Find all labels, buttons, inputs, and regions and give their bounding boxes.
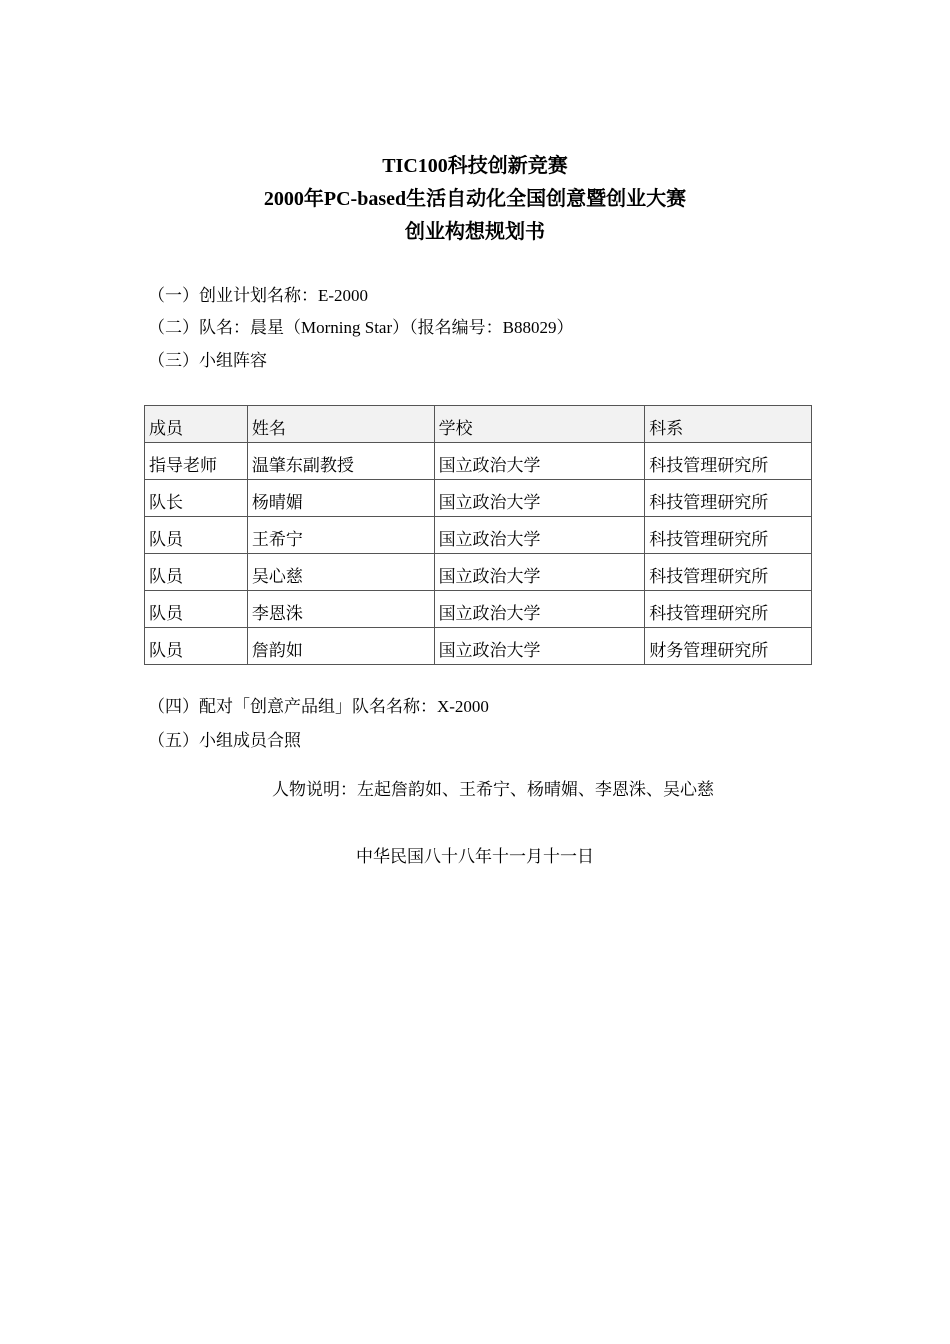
header-school: 学校: [434, 406, 645, 443]
document-title: 创业构想规划书: [405, 221, 545, 243]
contest-title: 2000年PC-based生活自动化全国创意暨创业大赛: [263, 188, 687, 210]
cell-school: 国立政治大学: [434, 591, 645, 628]
cell-department: 财务管理研究所: [645, 628, 812, 665]
table-row: [145, 480, 812, 517]
cell-department: 科技管理研究所: [645, 554, 812, 591]
table-row: [145, 628, 812, 665]
cell-department: 科技管理研究所: [645, 443, 812, 480]
competition-title: TIC100科技创新竞赛: [382, 155, 568, 177]
cell-department: 科技管理研究所: [645, 591, 812, 628]
cell-school: 国立政治大学: [434, 443, 645, 480]
cell-name: 吴心慈: [247, 554, 434, 591]
paired-team-name: （四）配对「创意产品组」队名名称：X-2000: [148, 697, 489, 716]
cell-school: 国立政治大学: [434, 554, 645, 591]
header-name: 姓名: [247, 406, 434, 443]
header-role: 成员: [145, 406, 248, 443]
table-row: [145, 591, 812, 628]
cell-role: 指导老师: [145, 443, 248, 480]
cell-role: 队长: [145, 480, 248, 517]
cell-role: 队员: [145, 628, 248, 665]
cell-school: 国立政治大学: [434, 517, 645, 554]
table-row: [145, 554, 812, 591]
cell-role: 队员: [145, 554, 248, 591]
plan-name: （一）创业计划名称：E-2000: [148, 286, 369, 305]
cell-school: 国立政治大学: [434, 480, 645, 517]
cell-name: 詹韵如: [247, 628, 434, 665]
cell-department: 科技管理研究所: [645, 517, 812, 554]
table-row: [145, 443, 812, 480]
cell-school: 国立政治大学: [434, 628, 645, 665]
table-row: [145, 517, 812, 554]
title-block: [0, 150, 950, 249]
document-date: 中华民国八十八年十一月十一日: [356, 847, 594, 866]
team-lineup-heading: （三）小组阵容: [148, 351, 267, 370]
cell-role: 队员: [145, 517, 248, 554]
cell-name: 王希宁: [247, 517, 434, 554]
header-department: 科系: [645, 406, 812, 443]
team-name: （二）队名：晨星（Morning Star）（报名编号：B88029）: [148, 318, 574, 337]
cell-name: 温肇东副教授: [247, 443, 434, 480]
group-photo-heading: （五）小组成员合照: [148, 731, 301, 750]
cell-name: 李恩洙: [247, 591, 434, 628]
cell-role: 队员: [145, 591, 248, 628]
photo-caption: 人物说明：左起詹韵如、王希宁、杨晴媚、李恩洙、吴心慈: [272, 780, 714, 799]
cell-name: 杨晴媚: [247, 480, 434, 517]
table-header-row: [145, 406, 812, 443]
cell-department: 科技管理研究所: [645, 480, 812, 517]
members-table: [144, 405, 812, 665]
